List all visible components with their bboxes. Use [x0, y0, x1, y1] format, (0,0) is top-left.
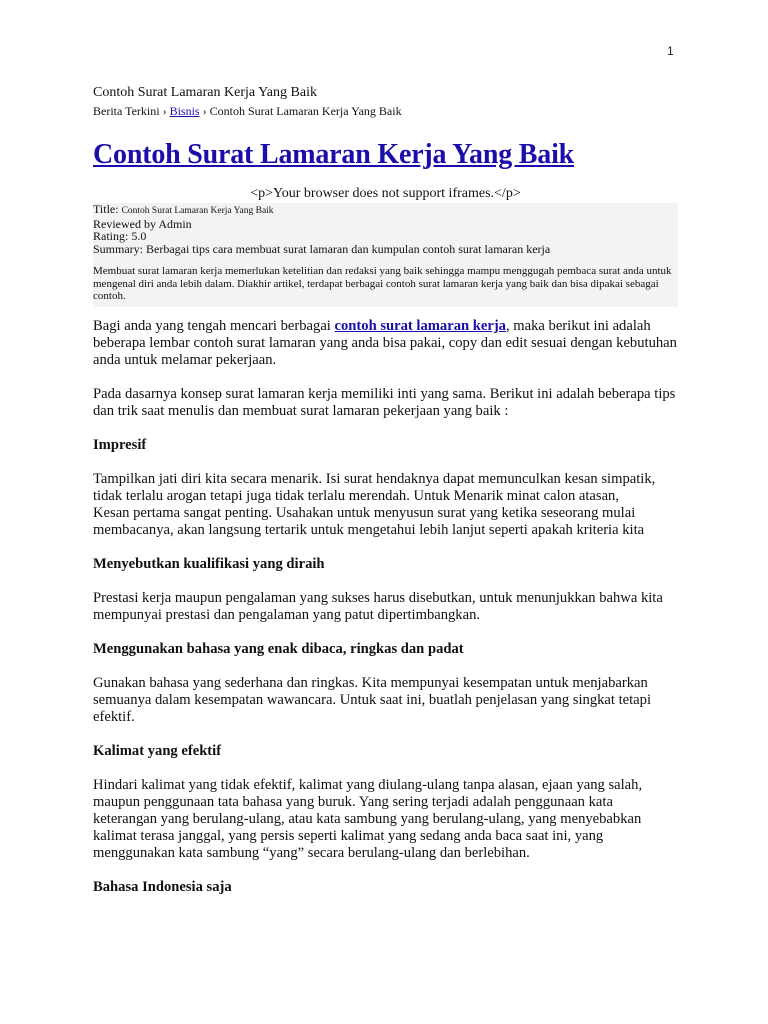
breadcrumb-current: Contoh Surat Lamaran Kerja Yang Baik [209, 104, 402, 118]
section-heading-kalimat: Kalimat yang efektif [93, 742, 222, 759]
section-heading-kualifikasi: Menyebutkan kualifikasi yang diraih [93, 555, 325, 572]
breadcrumb-separator: › [202, 104, 207, 118]
section-heading-indonesia: Bahasa Indonesia saja [93, 878, 232, 895]
review-reviewer: Reviewed by Admin [93, 216, 192, 231]
review-summary: Summary: Berbagai tips cara membuat surat lamaran dan kumpulan contoh surat lamaran kerja [93, 241, 551, 256]
impresif-text-2: Kesan pertama sangat penting. Usahakan untuk menyusun surat yang ketika seseorang mulai membacanya, akan langsung tertarik untuk mengetahui lebih lanjut seperti apakah kriteria kita [93, 504, 645, 538]
intro-text-before: Bagi anda yang tengah mencari berbagai [93, 317, 335, 334]
intro-link[interactable]: contoh surat lamaran kerja [334, 317, 506, 334]
section-heading-bahasa: Menggunakan bahasa yang enak dibaca, ringkas dan padat [93, 640, 464, 657]
section-text-bahasa: Gunakan bahasa yang sederhana dan ringkas. Kita mempunyai kesempatan untuk menjabarkan semuanya dalam kesempatan wawancara. Untuk saat ini, buatlah penjelasan yang singkat tetapi efektif. [93, 674, 652, 725]
article-body [93, 318, 678, 896]
breadcrumb-separator: › [162, 104, 167, 118]
breadcrumb-home: Berita Terkini [93, 104, 160, 118]
iframe-fallback-text: <p>Your browser does not support iframes.</p> [250, 186, 521, 201]
review-description: Membuat surat lamaran kerja memerlukan ketelitian dan redaksi yang baik sehingga mampu menggugah pembaca surat anda untuk mengenal diri anda lebih dalam. Diakhir artikel, terdapat berbagai contoh surat lamaran kerja yang baik dan bisa dipakai sebagai contoh. [93, 265, 672, 302]
section-text-kualifikasi: Prestasi kerja maupun pengalaman yang sukses harus disebutkan, untuk menunjukkan bahwa kita mempunyai prestasi dan pengalaman yang patut dipertimbangkan. [93, 589, 663, 623]
review-box [93, 203, 678, 307]
page-number: 1 [667, 44, 674, 58]
article-heading-link[interactable]: Contoh Surat Lamaran Kerja Yang Baik [93, 139, 575, 170]
intro-text-after: , maka berikut ini adalah beberapa lembar contoh surat lamaran yang anda bisa pakai, copy dan edit sesuai dengan kebutuhan anda untuk melamar pekerjaan. [93, 317, 677, 368]
section-text-impresif [93, 471, 678, 539]
review-rating: Rating: 5.0 [93, 229, 147, 243]
review-title-value: Contoh Surat Lamaran Kerja Yang Baik [121, 206, 274, 216]
concept-paragraph: Pada dasarnya konsep surat lamaran kerja memiliki inti yang sama. Berikut ini adalah beberapa tips dan trik saat menulis dan membuat surat lamaran pekerjaan yang baik : [93, 385, 676, 419]
section-heading-impresif: Impresif [93, 436, 147, 453]
review-title [93, 203, 672, 218]
impresif-text-1: Tampilkan jati diri kita secara menarik. Isi surat hendaknya dapat memunculkan kesan simpatik, tidak terlalu arogan tetapi juga tidak terlalu merendah. Untuk Menarik minat calon atasan, [93, 470, 656, 504]
section-text-kalimat: Hindari kalimat yang tidak efektif, kalimat yang diulang-ulang tanpa alasan, ejaan yang salah, maupun penggunaan tata bahasa yang buruk. Yang sering terjadi adalah penggunaan kata keterangan yang berulang-ulang, atau kata sambung yang berulang-ulang, yang menyebabkan kalimat terasa janggal, yang persis seperti kalimat yang sedang anda baca saat ini, yang menggunakan kata sambung “yang” secara berulang-ulang dan berlebihan. [93, 776, 643, 861]
breadcrumb-category-link[interactable]: Bisnis [169, 104, 200, 118]
intro-paragraph [93, 318, 678, 369]
document-content [93, 84, 678, 913]
document-title: Contoh Surat Lamaran Kerja Yang Baik [93, 85, 317, 100]
breadcrumb [93, 103, 678, 119]
review-title-label: Title: [93, 202, 119, 216]
